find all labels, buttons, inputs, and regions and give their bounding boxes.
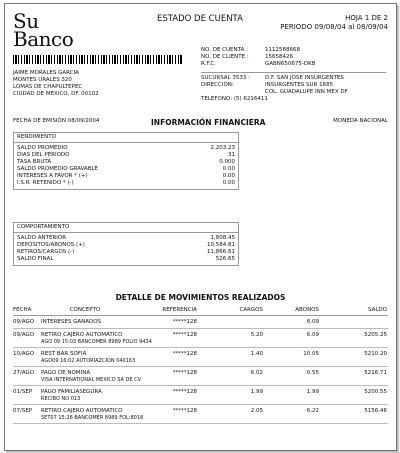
rendimiento-row: I.S.R. RETENIDO * (-) 0.00 (17, 180, 235, 186)
rendimiento-box (13, 132, 239, 190)
financial-info-title: INFORMACIÓN FINANCIERA (151, 118, 266, 127)
table-row: 27/AGO PAGO DE NOMINA VISA INTERNATIONAL MEXICO SA DE CV *****128 6.02 0.55 5216.71 (13, 367, 388, 386)
table-row: 07/SEP RETIRO CAJERO AUTOMATICO SET07 15:26 BANCOMER 8989 FOL:8018 *****128 2.05 6.22 5156.46 (13, 405, 388, 424)
page-info (280, 14, 388, 32)
address-line: JAIME MORALES GARCIA (13, 70, 79, 76)
barcode (13, 55, 183, 64)
comportamiento-box (13, 222, 239, 266)
movements-title: DETALLE DE MOVIMIENTOS REALIZADOS (115, 293, 286, 302)
comportamiento-rows (14, 233, 238, 265)
bank-logo (13, 9, 74, 51)
rendimiento-title: RENDIMIENTO (14, 133, 238, 143)
branch-row: COL. GUADALUPE INN MEX DF (265, 89, 348, 95)
account-ids (201, 47, 316, 68)
page-number: HOJA 1 DE 2 (345, 14, 388, 22)
rendimiento-row: SALDO PROMEDIO 2,203.23 (17, 145, 235, 151)
period: PERIODO 09/08/04 al 08/09/04 (280, 23, 388, 31)
id-row: NO. DE CLIENTE : 15658426 (201, 54, 293, 60)
statement-page (4, 3, 397, 451)
address-line: CIUDAD DE MEXICO, DF. 00102 (13, 91, 99, 97)
branch-row: SUCURSAL 3533 : D.F. SAN JOSE INSURGENTES (201, 75, 344, 81)
branch-info (201, 75, 348, 103)
customer-address (13, 70, 99, 98)
comportamiento-row: DEPÓSITOS/ABONOS (+) 10,584.81 (17, 242, 235, 248)
movements-table (13, 306, 388, 424)
currency-label: MONEDA NACIONAL (333, 118, 388, 124)
branch-row: TELEFONO: (5) 6216411 (201, 96, 268, 102)
table-row: 10/AGO REST BAR SOFIA AGO09 16:02 AUTORIAZCION 040163 *****128 1.40 10.05 5210.20 (13, 348, 388, 367)
document-title: ESTADO DE CUENTA (157, 14, 243, 24)
rendimiento-row: SALDO PROMEDIO GRAVABLE 0.00 (17, 166, 235, 172)
emission-date: FECHA DE EMISIÓN 08/09/2004 (13, 118, 100, 124)
comportamiento-row: SALDO FINAL 526.65 (17, 256, 235, 262)
rendimiento-row: TASA BRUTA 0.000 (17, 159, 235, 165)
id-row: R.F.C. GABN650675-DKB (201, 61, 316, 67)
comportamiento-title: COMPORTAMIENTO (14, 223, 238, 233)
address-line: MONTES URALES 320 (13, 77, 72, 83)
id-row: NO. DE CUENTA : 1112588668 (201, 47, 300, 53)
logo-line-1: Su (13, 9, 39, 33)
address-line: LOMAS DE CHAPULTEPEC (13, 84, 83, 90)
divider (201, 72, 386, 73)
table-row: 09/AGO RETIRO CAJERO AUTOMÁTICO AGO 09 15:03 BANCOMER 8989 FOLIO 9434 *****128 5.20 6.09 5205.25 (13, 329, 388, 348)
table-header: FECHA CONCEPTO REFERENCIA CARGOS ABONOS SALDO (13, 306, 388, 316)
comportamiento-row: RETIROS/CARGOS (-) 11,866.61 (17, 249, 235, 255)
rendimiento-row: INTERESES A FAVOR * (+) 0.00 (17, 173, 235, 179)
comportamiento-row: SALDO ANTERIOR 1,808.45 (17, 235, 235, 241)
rendimiento-row: DIAS DEL PERIODO 31 (17, 152, 235, 158)
logo-line-2: Banco (13, 27, 74, 51)
rendimiento-rows (14, 143, 238, 189)
table-row: 09/AGO INTERESES GANADOS *****128 6.09 (13, 316, 388, 329)
branch-row: DIRECCIÓN: INSURGENTES SUR 1685 (201, 82, 334, 88)
table-row: 01/SEP PAGO FAMILIASEGURA RECIBO NO 013 *****128 1.99 1.99 5200.55 (13, 386, 388, 405)
